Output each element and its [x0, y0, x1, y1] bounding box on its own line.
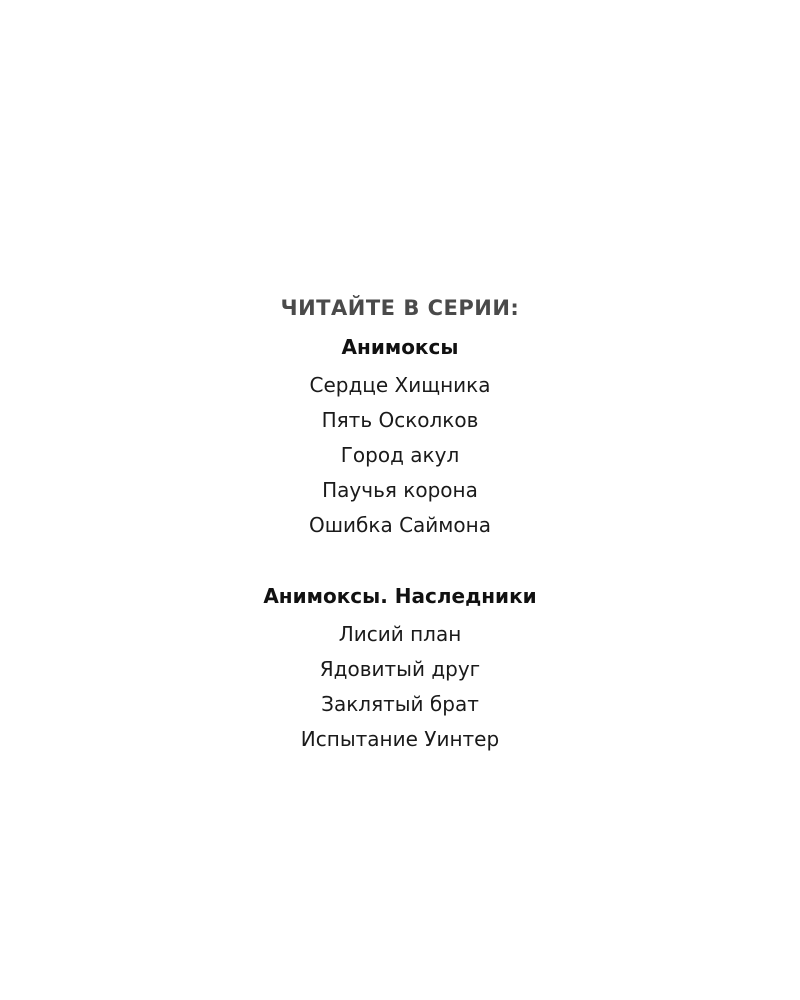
book-title: Испытание Уинтер: [300, 727, 500, 751]
series-title: Анимоксы. Наследники: [263, 584, 537, 608]
series-title: Анимоксы: [341, 335, 459, 359]
book-title: Ядовитый друг: [319, 657, 481, 681]
book-list: [0, 368, 800, 543]
book-title: Пять Осколков: [321, 408, 479, 432]
series-block-animox-heirs: [0, 581, 800, 757]
book-title: Лисий план: [338, 622, 462, 646]
book-title: Сердце Хищника: [309, 373, 491, 397]
book-title: Ошибка Саймона: [309, 513, 491, 537]
series-listing: [0, 290, 800, 757]
book-title: Город акул: [340, 443, 460, 467]
page-heading: ЧИТАЙТЕ В СЕРИИ:: [280, 296, 520, 320]
book-list: [0, 617, 800, 757]
series-block-animox: [0, 332, 800, 543]
book-title: Заклятый брат: [321, 692, 479, 716]
book-title: Паучья корона: [322, 478, 478, 502]
